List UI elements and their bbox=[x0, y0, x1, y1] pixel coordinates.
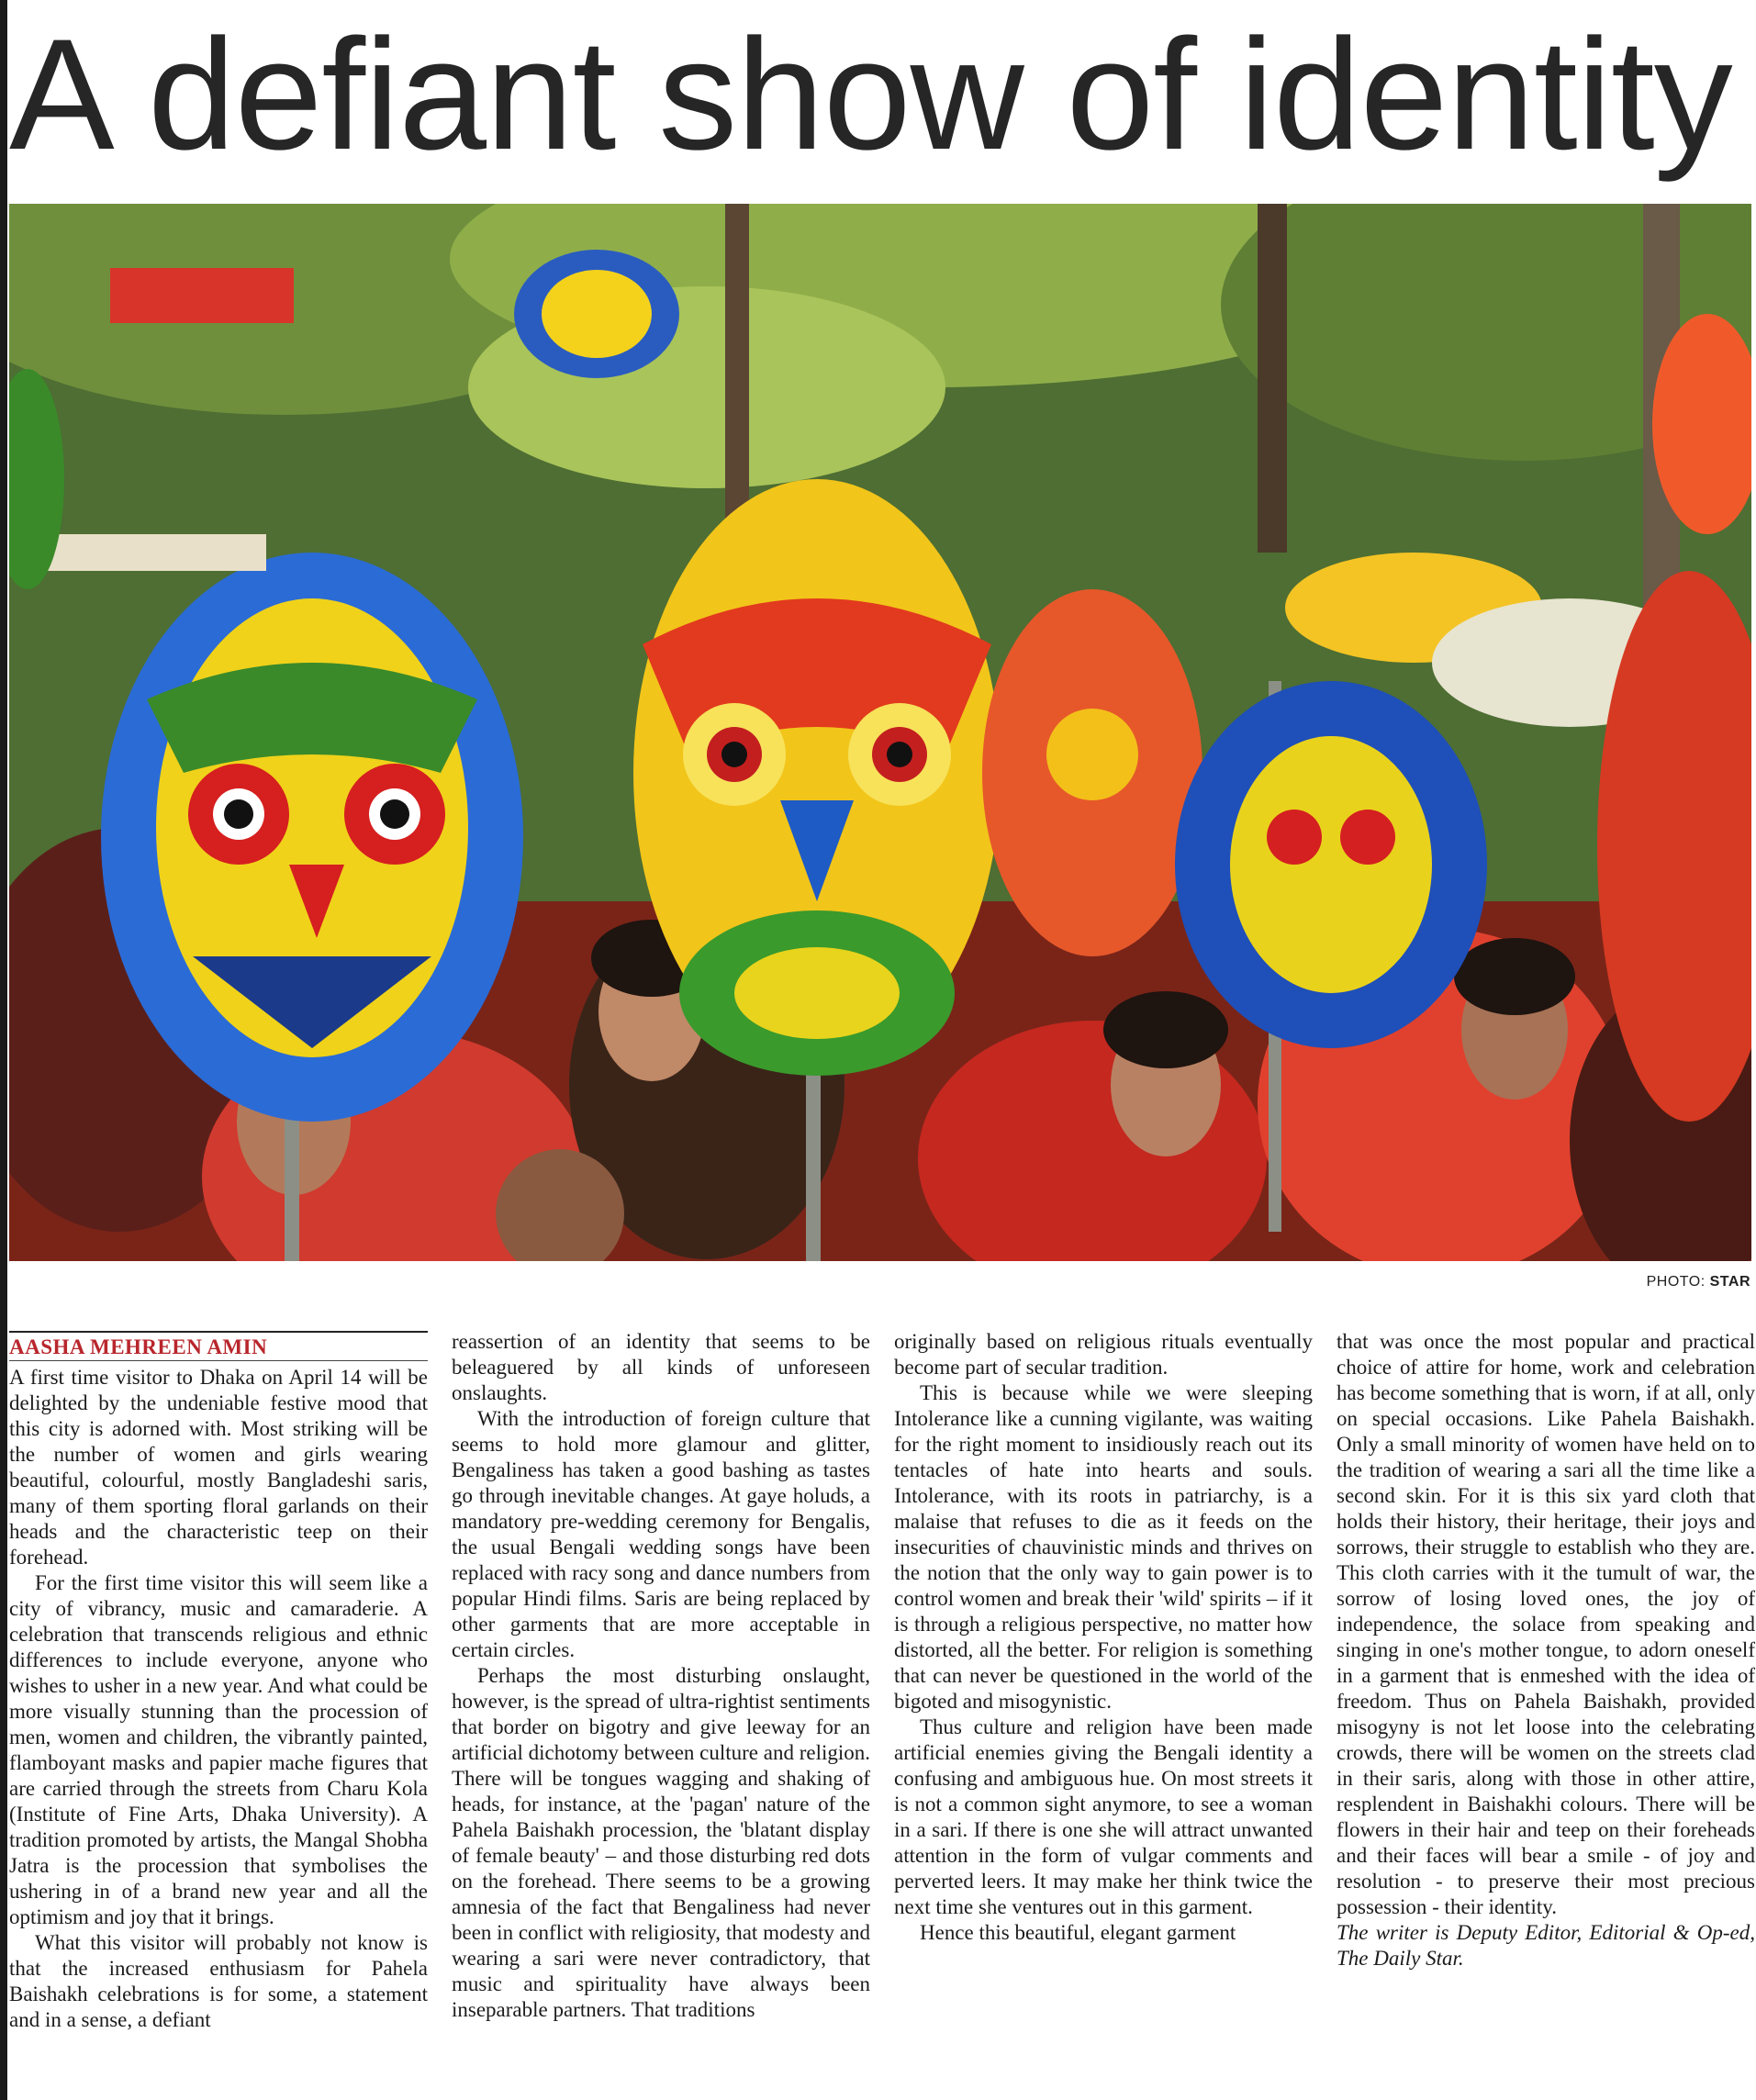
paragraph: A first time visitor to Dhaka on April 14 will be delighted by the undeniable festive mood that this city is adorned with. Most striking will be the number of women and girls wearing beautiful, colourful, mostly Bangladeshi saris, many of them sporting floral garlands on their heads and the characteristic teep on their forehead. bbox=[9, 1366, 428, 1569]
author-footnote: The writer is Deputy Editor, Editorial & Op-ed, The Daily Star. bbox=[1337, 1921, 1755, 1970]
photo-credit bbox=[1647, 1274, 1750, 1290]
paragraph: originally based on religious rituals eventually become part of secular tradition. bbox=[894, 1330, 1313, 1379]
paragraph: Perhaps the most disturbing onslaught, however, is the spread of ultra-rightist sentiments that border on bigotry and give leeway for an artificial dichotomy between culture and religion. There will be tongues wagging and shaking of heads, for instance, at the 'pagan' nature of the Pahela Baishakh procession, the 'blatant display of female beauty' – and those disturbing red dots on the forehead. There seems to be a growing amnesia of the fact that Bengaliness had never been in conflict with religiosity, that modesty and wearing a sari were never contradictory, that music and spirituality have always been inseparable partners. That traditions bbox=[452, 1664, 871, 2021]
photo-credit-prefix: PHOTO: bbox=[1646, 1274, 1706, 1290]
paragraph: With the introduction of foreign culture that seems to hold more glamour and glitter, Bengaliness has taken a good bashing as tastes go through inevitable changes. At gaye holuds, a mandatory pre-wedding ceremony for Bengalis, the usual Bengali wedding songs have been replaced with racy song and dance numbers from popular Hindi films. Saris are being replaced by other garments that are more acceptable in certain circles. bbox=[452, 1407, 870, 1661]
paragraph: This is because while we were sleeping Intolerance like a cunning vigilante, was waiting for the right moment to insidiously reach out its tentacles of hate into hearts and souls. Intolerance, with its roots in patriarchy, is a malaise that refuses to die as it feeds on the insecurities of chauvinistic minds and thrives on the notion that the only way to gain power is to control women and break their 'wild' spirits – if it is through a religious perspective, no matter how distorted, all the better. For religion is something that can never be questioned in the world of the bigoted and misogynistic. bbox=[894, 1381, 1313, 1713]
photo-credit-source: STAR bbox=[1709, 1274, 1750, 1290]
mask-procession-illustration bbox=[9, 204, 1751, 1261]
paragraph: For the first time visitor this will seem like a city of vibrancy, music and camaraderie. A celebration that transcends religious and ethnic differences to include everyone, anyone who wishes to usher in a new year. And what could be more visually stunning than the procession of men, women and children, the vibrantly painted, flamboyant masks and papier mache figures that are carried through the streets from Charu Kola (Institute of Fine Arts, Dhaka University). A tradition promoted by artists, the Mangal Shobha Jatra is the procession that symbolises the ushering in of a brand new year and all the optimism and joy that it brings. bbox=[9, 1571, 428, 1928]
byline: AASHA MEHREEN AMIN bbox=[9, 1335, 268, 1358]
article-column-2 bbox=[452, 1329, 870, 2023]
paragraph: Hence this beautiful, elegant garment bbox=[920, 1921, 1236, 1944]
byline-bottom-rule bbox=[9, 1360, 428, 1361]
paragraph: reassertion of an identity that seems to be beleaguered by all kinds of unforeseen onslaughts. bbox=[452, 1330, 870, 1404]
paragraph: What this visitor will probably not know is that the increased enthusiasm for Pahela Baishakh celebrations is for some, a statement and in a sense, a defiant bbox=[9, 1931, 428, 2031]
paragraph: Thus culture and religion have been made artificial enemies giving the Bengali identity a confusing and ambiguous hue. On most streets it is not a common sight anymore, to see a woman in a sari. If there is one she will attract unwanted attention in the form of vulgar comments and perverted leers. It may make her think twice the next time she ventures out in this garment. bbox=[894, 1715, 1313, 1918]
paragraph: that was once the most popular and practical choice of attire for home, work and celebration has become something that is worn, if at all, only on special occasions. Like Pahela Baishakh. Only a small minority of women have held on to the tradition of wearing a sari all the time like a second skin. For it is this six yard cloth that holds their history, their heritage, their joys and sorrows, their struggle to establish who they are. This cloth carries with it the tumult of war, the sorrow of losing loved ones, the joy of independence, the solace from speaking and singing in one's mother tongue, to adorn oneself in a garment that is enmeshed with the idea of freedom. Thus on Pahela Baishakh, provided misogyny is not let loose into the celebrating crowds, there will be women on the streets clad in their saris, along with those in other attire, resplendent in Baishakhi colours. There will be flowers in their hair and teep on their foreheads and their faces will bear a smile - of joy and resolution - to preserve their most precious possession - their identity. bbox=[1337, 1330, 1755, 1918]
festival-photo bbox=[9, 204, 1751, 1261]
article-column-1 bbox=[9, 1329, 428, 2033]
headline: A defiant show of identity bbox=[9, 6, 1732, 183]
left-margin-rule bbox=[0, 0, 7, 2100]
article-column-3 bbox=[894, 1329, 1313, 1946]
article-column-4 bbox=[1337, 1329, 1755, 1972]
